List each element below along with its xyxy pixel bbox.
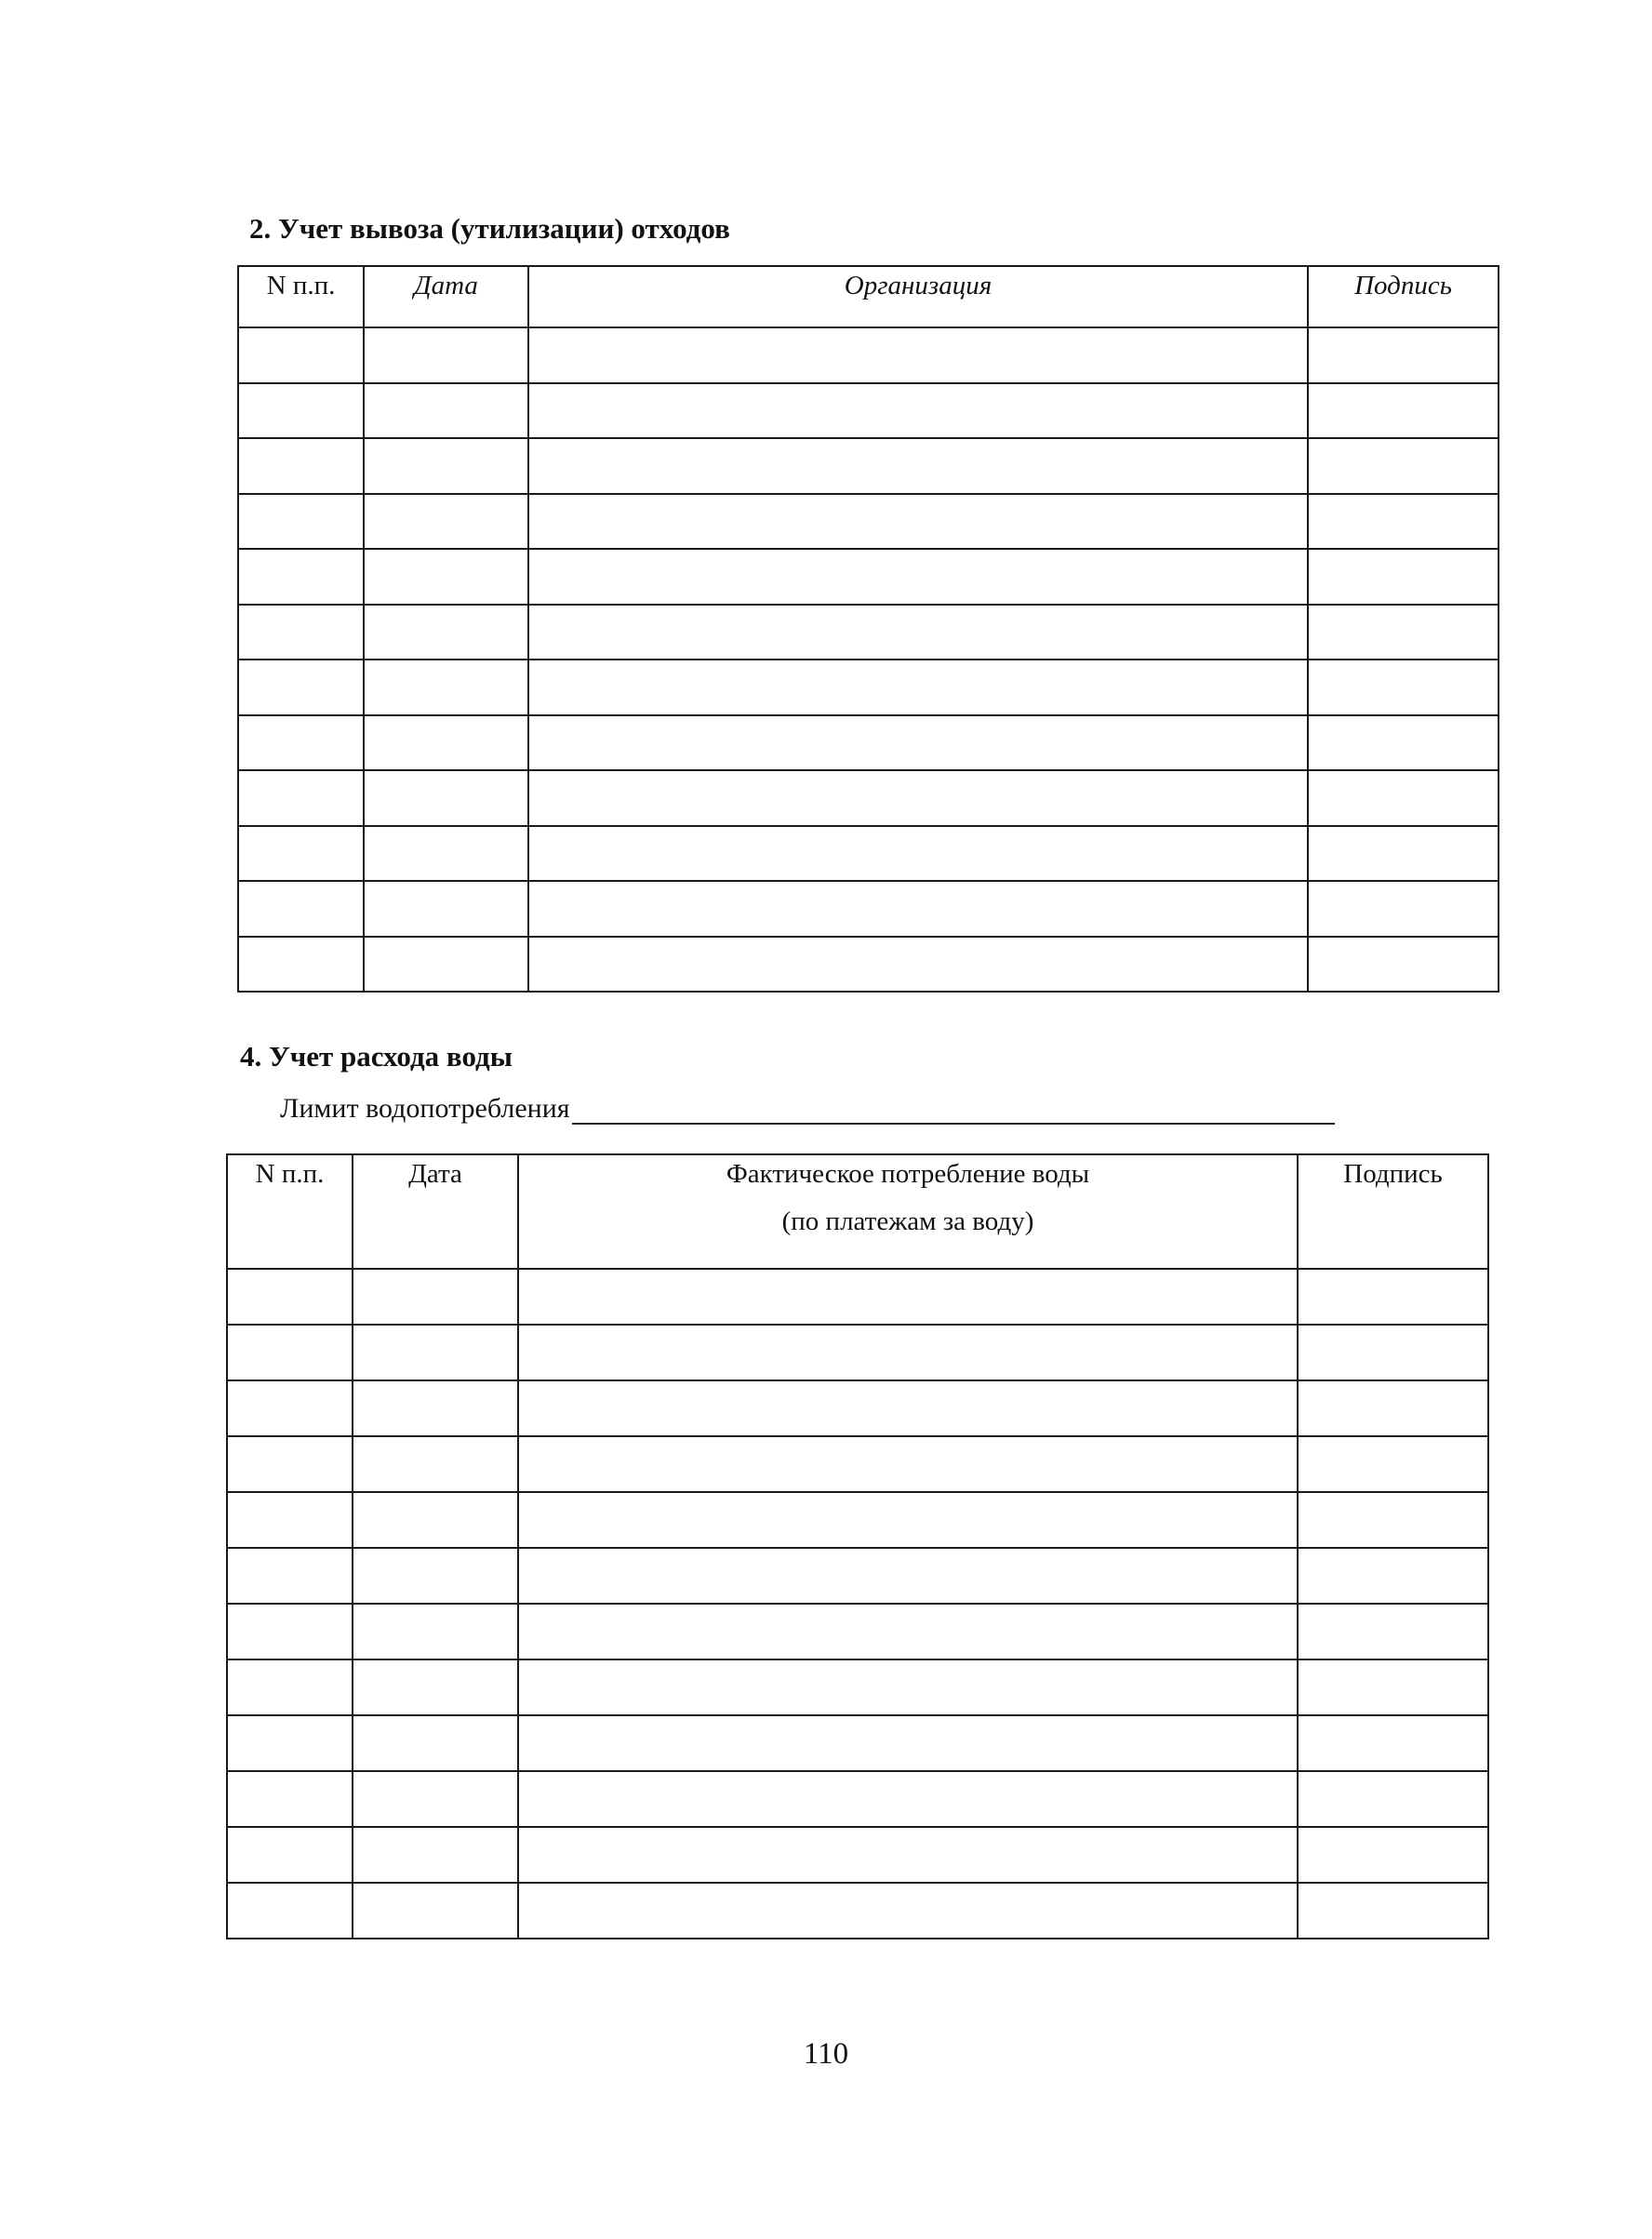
cell-date[interactable] bbox=[364, 937, 528, 993]
cell-main[interactable] bbox=[528, 715, 1308, 771]
table-row bbox=[227, 1269, 1488, 1325]
cell-main[interactable] bbox=[518, 1492, 1298, 1548]
cell-date[interactable] bbox=[364, 605, 528, 660]
cell-main[interactable] bbox=[518, 1883, 1298, 1939]
cell-main[interactable] bbox=[518, 1659, 1298, 1715]
cell-number[interactable] bbox=[238, 605, 364, 660]
cell-signature[interactable] bbox=[1308, 715, 1499, 771]
table-header-row bbox=[238, 266, 1499, 327]
cell-signature[interactable] bbox=[1298, 1548, 1488, 1604]
column-header-actual-consumption bbox=[518, 1154, 1298, 1269]
cell-main[interactable] bbox=[518, 1269, 1298, 1325]
cell-signature[interactable] bbox=[1308, 494, 1499, 550]
table-row bbox=[238, 770, 1499, 826]
column-header-signature: Подпись bbox=[1298, 1154, 1488, 1269]
table-row bbox=[238, 438, 1499, 494]
cell-number[interactable] bbox=[227, 1715, 353, 1771]
water-limit-line bbox=[280, 1093, 1335, 1125]
cell-date[interactable] bbox=[353, 1548, 518, 1604]
cell-main[interactable] bbox=[518, 1380, 1298, 1436]
cell-number[interactable] bbox=[227, 1380, 353, 1436]
cell-main[interactable] bbox=[518, 1548, 1298, 1604]
cell-number[interactable] bbox=[227, 1269, 353, 1325]
cell-date[interactable] bbox=[353, 1771, 518, 1827]
water-limit-label: Лимит водопотребления bbox=[280, 1093, 570, 1124]
column-header-date: Дата bbox=[364, 266, 528, 327]
cell-signature[interactable] bbox=[1308, 605, 1499, 660]
cell-signature[interactable] bbox=[1308, 660, 1499, 715]
cell-signature[interactable] bbox=[1298, 1436, 1488, 1492]
cell-date[interactable] bbox=[353, 1659, 518, 1715]
cell-main[interactable] bbox=[518, 1827, 1298, 1883]
table-row bbox=[227, 1604, 1488, 1659]
table-row bbox=[238, 660, 1499, 715]
cell-number[interactable] bbox=[227, 1659, 353, 1715]
cell-main[interactable] bbox=[528, 438, 1308, 494]
cell-signature[interactable] bbox=[1298, 1492, 1488, 1548]
cell-signature[interactable] bbox=[1298, 1269, 1488, 1325]
cell-number[interactable] bbox=[238, 715, 364, 771]
cell-number[interactable] bbox=[238, 327, 364, 383]
cell-main[interactable] bbox=[518, 1436, 1298, 1492]
table-row bbox=[238, 826, 1499, 882]
column-header-actual-consumption-label: Фактическое потребление воды bbox=[726, 1159, 1090, 1189]
table-row bbox=[238, 937, 1499, 993]
column-header-number: N п.п. bbox=[238, 266, 364, 327]
cell-number[interactable] bbox=[238, 383, 364, 439]
cell-date[interactable] bbox=[353, 1883, 518, 1939]
cell-signature[interactable] bbox=[1298, 1604, 1488, 1659]
table-row bbox=[227, 1659, 1488, 1715]
waste-removal-table bbox=[237, 265, 1499, 993]
table-row bbox=[238, 327, 1499, 383]
cell-signature[interactable] bbox=[1298, 1715, 1488, 1771]
cell-signature[interactable] bbox=[1308, 826, 1499, 882]
cell-date[interactable] bbox=[364, 770, 528, 826]
cell-number[interactable] bbox=[227, 1827, 353, 1883]
cell-main[interactable] bbox=[518, 1771, 1298, 1827]
cell-main[interactable] bbox=[528, 770, 1308, 826]
cell-main[interactable] bbox=[528, 881, 1308, 937]
cell-number[interactable] bbox=[227, 1548, 353, 1604]
waste-section-title: 2. Учет вывоза (утилизации) отходов bbox=[249, 212, 730, 245]
table-row bbox=[238, 494, 1499, 550]
cell-main[interactable] bbox=[528, 605, 1308, 660]
cell-signature[interactable] bbox=[1308, 438, 1499, 494]
water-consumption-table bbox=[226, 1153, 1489, 1939]
cell-signature[interactable] bbox=[1308, 770, 1499, 826]
table-row bbox=[227, 1492, 1488, 1548]
cell-date[interactable] bbox=[353, 1604, 518, 1659]
table-row bbox=[238, 549, 1499, 605]
cell-main[interactable] bbox=[518, 1715, 1298, 1771]
cell-number[interactable] bbox=[238, 770, 364, 826]
cell-date[interactable] bbox=[364, 327, 528, 383]
cell-date[interactable] bbox=[353, 1436, 518, 1492]
cell-number[interactable] bbox=[227, 1883, 353, 1939]
cell-signature[interactable] bbox=[1308, 881, 1499, 937]
cell-signature[interactable] bbox=[1308, 383, 1499, 439]
table-row bbox=[227, 1771, 1488, 1827]
cell-signature[interactable] bbox=[1298, 1325, 1488, 1380]
cell-date[interactable] bbox=[353, 1325, 518, 1380]
cell-number[interactable] bbox=[238, 881, 364, 937]
cell-number[interactable] bbox=[238, 826, 364, 882]
cell-number[interactable] bbox=[238, 937, 364, 993]
cell-main[interactable] bbox=[528, 826, 1308, 882]
table-row bbox=[227, 1827, 1488, 1883]
cell-signature[interactable] bbox=[1308, 327, 1499, 383]
cell-signature[interactable] bbox=[1298, 1771, 1488, 1827]
table-header-row bbox=[227, 1154, 1488, 1269]
cell-date[interactable] bbox=[353, 1269, 518, 1325]
table-row bbox=[227, 1325, 1488, 1380]
column-header-signature: Подпись bbox=[1308, 266, 1499, 327]
cell-number[interactable] bbox=[227, 1436, 353, 1492]
cell-number[interactable] bbox=[238, 549, 364, 605]
cell-main[interactable] bbox=[518, 1604, 1298, 1659]
cell-number[interactable] bbox=[238, 660, 364, 715]
column-header-number: N п.п. bbox=[227, 1154, 353, 1269]
cell-date[interactable] bbox=[364, 549, 528, 605]
cell-main[interactable] bbox=[528, 327, 1308, 383]
cell-main[interactable] bbox=[528, 660, 1308, 715]
cell-date[interactable] bbox=[364, 383, 528, 439]
column-header-date: Дата bbox=[353, 1154, 518, 1269]
table-row bbox=[227, 1883, 1488, 1939]
cell-date[interactable] bbox=[353, 1492, 518, 1548]
column-header-organization: Организация bbox=[528, 266, 1308, 327]
cell-number[interactable] bbox=[238, 438, 364, 494]
table-row bbox=[227, 1380, 1488, 1436]
water-limit-blank[interactable] bbox=[572, 1095, 1335, 1125]
table-row bbox=[238, 715, 1499, 771]
cell-number[interactable] bbox=[238, 494, 364, 550]
table-row bbox=[227, 1548, 1488, 1604]
water-section-title: 4. Учет расхода воды bbox=[240, 1040, 513, 1073]
cell-date[interactable] bbox=[364, 715, 528, 771]
cell-number[interactable] bbox=[227, 1604, 353, 1659]
table-row bbox=[238, 881, 1499, 937]
cell-number[interactable] bbox=[227, 1771, 353, 1827]
cell-date[interactable] bbox=[364, 494, 528, 550]
cell-main[interactable] bbox=[528, 549, 1308, 605]
cell-date[interactable] bbox=[353, 1380, 518, 1436]
cell-date[interactable] bbox=[353, 1715, 518, 1771]
cell-main[interactable] bbox=[528, 383, 1308, 439]
cell-date[interactable] bbox=[364, 881, 528, 937]
cell-date[interactable] bbox=[364, 826, 528, 882]
table-row bbox=[238, 383, 1499, 439]
cell-signature[interactable] bbox=[1308, 549, 1499, 605]
table-row bbox=[227, 1436, 1488, 1492]
cell-main[interactable] bbox=[528, 494, 1308, 550]
table-row bbox=[238, 605, 1499, 660]
cell-date[interactable] bbox=[364, 438, 528, 494]
cell-signature[interactable] bbox=[1298, 1380, 1488, 1436]
cell-signature[interactable] bbox=[1298, 1659, 1488, 1715]
table-row bbox=[227, 1715, 1488, 1771]
cell-date[interactable] bbox=[353, 1827, 518, 1883]
cell-date[interactable] bbox=[364, 660, 528, 715]
cell-signature[interactable] bbox=[1298, 1883, 1488, 1939]
cell-signature[interactable] bbox=[1298, 1827, 1488, 1883]
page-number: 110 bbox=[803, 2037, 849, 2071]
cell-main[interactable] bbox=[518, 1325, 1298, 1380]
column-header-actual-consumption-subtitle: (по платежам за воду) bbox=[781, 1206, 1034, 1236]
cell-signature[interactable] bbox=[1308, 937, 1499, 993]
cell-main[interactable] bbox=[528, 937, 1308, 993]
cell-number[interactable] bbox=[227, 1325, 353, 1380]
cell-number[interactable] bbox=[227, 1492, 353, 1548]
